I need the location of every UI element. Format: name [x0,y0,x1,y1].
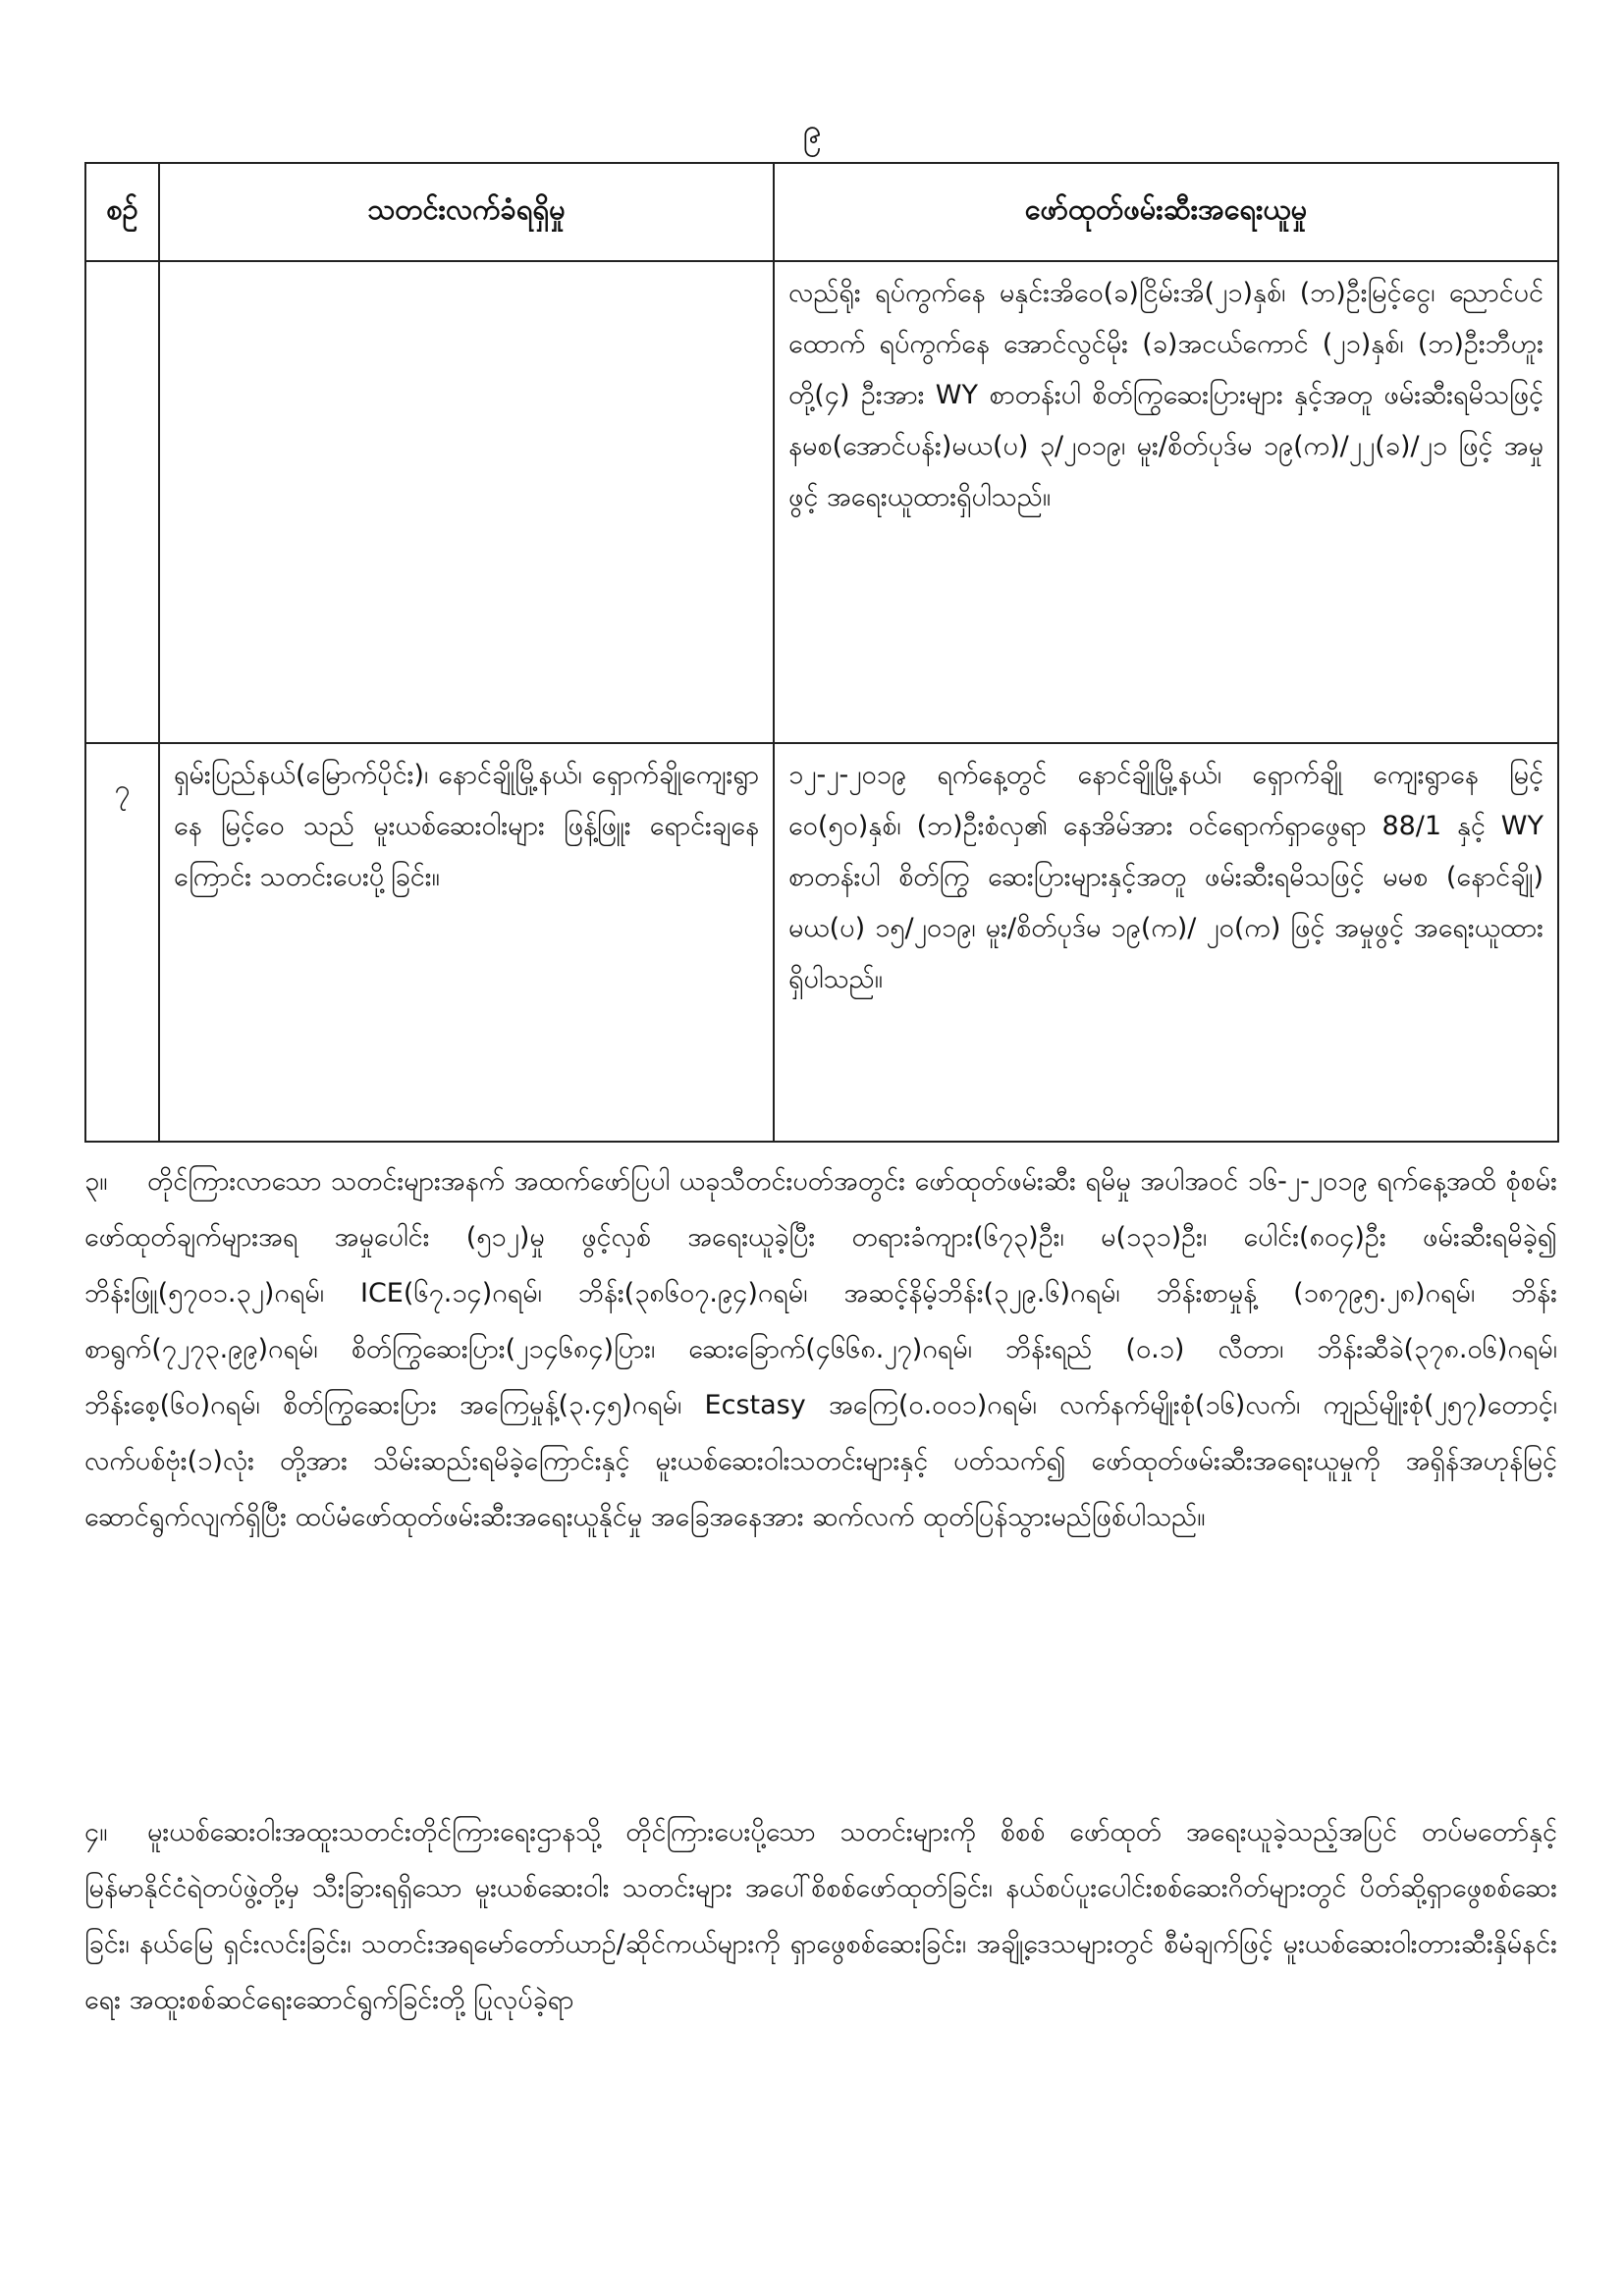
row-serial-no [85,261,159,743]
table-row [85,261,1558,743]
table-header-row [85,163,1558,261]
row-information-received [159,261,774,743]
row-information-received: ရှမ်းပြည်နယ်(မြောက်ပိုင်း)၊ နောင်ချိုမြို့နယ်၊ ရှောက်ချိုကျေးရွာနေ မြင့်ဝေ သည် မူးယစ်ဆေးဝါးများ ဖြန့်ဖြူး ရောင်းချနေကြောင်း သတင်းပေးပို့ခြင်း။ [159,743,774,1142]
paragraph-text: မူးယစ်ဆေးဝါးအထူးသတင်းတိုင်ကြားရေးဌာနသို့ တိုင်ကြားပေးပို့သော သတင်းများကို စိစစ် ဖော်ထုတ် အရေးယူခဲ့သည့်အပြင် တပ်မတော်နှင့် မြန်မာနိုင်ငံရဲတပ်ဖွဲ့တို့မှ သီးခြားရရှိသော မူးယစ်ဆေးဝါး သတင်းများ အပေါ်စိစစ်ဖော်ထုတ်ခြင်း၊ နယ်စပ်ပူးပေါင်းစစ်ဆေးဂိတ်များတွင် ပိတ်ဆို့ရှာဖွေစစ်ဆေးခြင်း၊ နယ်မြေ ရှင်းလင်းခြင်း၊ သတင်းအရမော်တော်ယာဉ်/ဆိုင်ကယ်များကို ရှာဖွေစစ်ဆေးခြင်း၊ အချို့ဒေသများတွင် စီမံချက်ဖြင့် မူးယစ်ဆေးဝါးတားဆီးနှိမ်နင်းရေး အထူးစစ်ဆင်ရေးဆောင်ရွက်ခြင်းတို့ ပြုလုပ်ခဲ့ရာ [84,1817,1557,2015]
page-number: ၉ [802,112,822,151]
header-serial-no: စဉ် [85,163,159,261]
row-action-taken: လည်ရိုး ရပ်ကွက်နေ မနှင်းအိဝေ(ခ)ငြိမ်းအိ(၂၁)နှစ်၊ (ဘ)ဦးမြင့်ငွေ၊ ညောင်ပင်ထောက် ရပ်ကွက်နေ အောင်လွင်မိုး (ခ)အငယ်ကောင် (၂၁)နှစ်၊ (ဘ)ဦးဘီဟူး တို့(၄) ဦးအား WY စာတန်းပါ စိတ်ကြွဆေးပြားများ နှင့်အတူ ဖမ်းဆီးရမိသဖြင့် နမစ(အောင်ပန်း)မယ(ပ) ၃/၂၀၁၉၊ မူး/စိတ်ပုဒ်မ ၁၉(က)/၂၂(ခ)/၂၁ ဖြင့် အမှုဖွင့် အရေးယူထားရှိပါသည်။ [774,261,1558,743]
report-table [84,162,1559,1143]
paragraph-number: ၃။ [84,1166,108,1197]
row-serial-no: ၇ [85,743,159,1142]
paragraph-number: ၄။ [84,1817,108,1847]
paragraph-text: တိုင်ကြားလာသော သတင်းများအနက် အထက်ဖော်ပြပါ ယခုသီတင်းပတ်အတွင်း ဖော်ထုတ်ဖမ်းဆီး ရမိမှု အပါအဝင် ၁၆-၂-၂၀၁၉ ရက်နေ့အထိ စုံစမ်းဖော်ထုတ်ချက်များအရ အမှုပေါင်း (၅၁၂)မှု ဖွင့်လှစ် အရေးယူခဲ့ပြီး တရားခံကျား(၆၇၃)ဦး၊ မ(၁၃၁)ဦး၊ ပေါင်း(၈၀၄)ဦး ဖမ်းဆီးရမိခဲ့၍ ဘိန်းဖြူ(၅၇၀၁.၃၂)ဂရမ်၊ ICE(၆၇.၁၄)ဂရမ်၊ ဘိန်း(၃၈၆၀၇.၉၄)ဂရမ်၊ အဆင့်နိမ့်ဘိန်း(၃၂၉.၆)ဂရမ်၊ ဘိန်းစာမှုန့် (၁၈၇၉၅.၂၈)ဂရမ်၊ ဘိန်းစာရွက်(၇၂၇၃.၉၉)ဂရမ်၊ စိတ်ကြွဆေးပြား(၂၁၄၆၈၄)ပြား၊ ဆေးခြောက်(၄၆၆၈.၂၇)ဂရမ်၊ ဘိန်းရည် (၀.၁) လီတာ၊ ဘိန်းဆီခဲ(၃၇၈.၀၆)ဂရမ်၊ ဘိန်းစေ့(၆၀)ဂရမ်၊ စိတ်ကြွဆေးပြား အကြေမှုန့်(၃.၄၅)ဂရမ်၊ Ecstasy အကြေ(၀.၀၀၁)ဂရမ်၊ လက်နက်မျိုးစုံ(၁၆)လက်၊ ကျည်မျိုးစုံ(၂၅၇)တောင့်၊ လက်ပစ်ဗုံး(၁)လုံး တို့အား သိမ်းဆည်းရမိခဲ့ကြောင်းနှင့် မူးယစ်ဆေးဝါးသတင်းများနှင့် ပတ်သက်၍ ဖော်ထုတ်ဖမ်းဆီးအရေးယူမှုကို အရှိန်အဟုန်မြင့် ဆောင်ရွက်လျက်ရှိပြီး ထပ်မံဖော်ထုတ်ဖမ်းဆီးအရေးယူနိုင်မှု အခြေအနေအား ဆက်လက် ထုတ်ပြန်သွားမည်ဖြစ်ပါသည်။ [84,1166,1557,1532]
header-action-taken: ဖော်ထုတ်ဖမ်းဆီးအရေးယူမှု [774,163,1558,261]
row-action-taken: ၁၂-၂-၂၀၁၉ ရက်နေ့တွင် နောင်ချိုမြို့နယ်၊ ရှောက်ချို ကျေးရွာနေ မြင့်ဝေ(၅၀)နှစ်၊ (ဘ)ဦးစံလှ၏ နေအိမ်အား ဝင်ရောက်ရှာဖွေရာ 88/1 နှင့် WY စာတန်းပါ စိတ်ကြွ ဆေးပြားများနှင့်အတူ ဖမ်းဆီးရမိသဖြင့် မမစ (နောင်ချို) မယ(ပ) ၁၅/၂၀၁၉၊ မူး/စိတ်ပုဒ်မ ၁၉(က)/ ၂၀(က) ဖြင့် အမှုဖွင့် အရေးယူထားရှိပါသည်။ [774,743,1558,1142]
table-row [85,743,1558,1142]
paragraph-3 [84,1153,1557,1791]
header-information-received: သတင်းလက်ခံရရှိမှု [159,163,774,261]
paragraph-4 [84,1804,1557,2216]
